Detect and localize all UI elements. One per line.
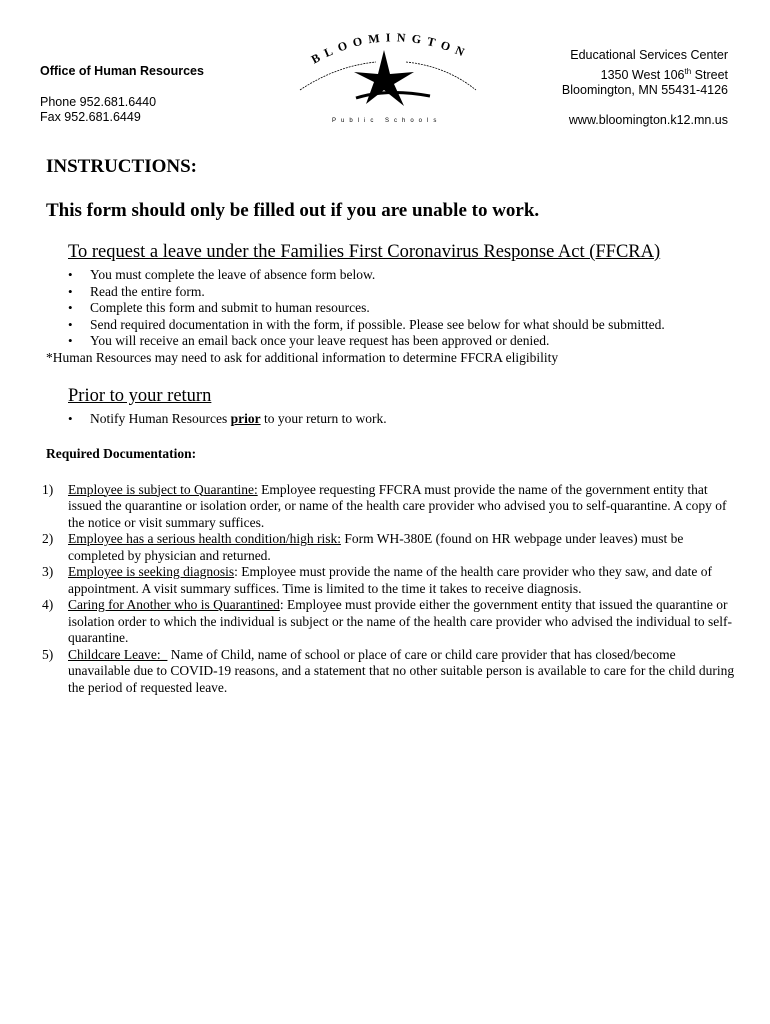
list-item: • Notify Human Resources prior to your return to work. (68, 411, 736, 428)
form-purpose-heading: This form should only be filled out if you are unable to work. (46, 200, 540, 221)
required-docs-list (42, 481, 736, 697)
list-item: • Complete this form and submit to human resources. (68, 300, 736, 317)
list-item: • Send required documentation in with the form, if possible. Please see below for what should be submitted. (68, 317, 736, 334)
list-item: • You will receive an email back once your leave request has been approved or denied. (68, 333, 736, 350)
return-bullet-list (68, 411, 736, 428)
phone-number: Phone 952.681.6440 (40, 95, 157, 109)
list-item: • You must complete the leave of absence form below. (68, 267, 736, 284)
eligibility-note: *Human Resources may need to ask for additional information to determine FFCRA eligibility (46, 349, 559, 365)
instructions-body (42, 156, 736, 696)
hr-contact-block (40, 64, 204, 125)
list-item: 4) Caring for Another who is Quarantined: Employee must provide either the government entity that issued the quarantine or isolation order to which the individual is subject or the name of the health care provider who advised the individual to self-quarantine. (42, 597, 732, 645)
list-item: • Read the entire form. (68, 284, 736, 301)
list-item: 3) Employee is seeking diagnosis: Employee must provide the name of the health care provider who they saw, and date of appointment. A visit summary suffices. Time is limited to the time it takes to receive diagnosis. (42, 564, 712, 596)
fax-number: Fax 952.681.6449 (40, 110, 141, 124)
instructions-heading: INSTRUCTIONS: (46, 156, 197, 177)
required-docs-title: Required Documentation: (46, 445, 197, 461)
logo-arc-text: BLOOMINGTON (308, 30, 473, 67)
list-item: 2) Employee has a serious health condition/high risk: Form WH-380E (found on HR webpage under leaves) must be completed by physician and returned. (42, 531, 684, 563)
street-address: 1350 West 106th Street (600, 66, 728, 82)
website-link[interactable]: www.bloomington.k12.mn.us (568, 112, 728, 127)
return-section-title: Prior to your return (68, 386, 212, 406)
office-name: Office of Human Resources (40, 64, 204, 78)
center-name: Educational Services Center (570, 48, 728, 62)
esc-address-block (562, 48, 728, 128)
city-zip: Bloomington, MN 55431-4126 (561, 83, 728, 98)
list-item: 1) Employee is subject to Quarantine: Employee requesting FFCRA must provide the name of the government entity that issued the quarantine or isolation order, or name of the health care provider who advised you to self-quarantine. A copy of the notice or visit summary suffices. (42, 481, 727, 530)
ffcra-bullet-list (68, 267, 736, 350)
list-item: 5) Childcare Leave:_ Name of Child, name of school or place of care or child care provider that has closed/become unavailable due to COVID-19 reasons, and a statement that no other suitable person is available to care for the child during the period of requested leave. (42, 646, 735, 695)
logo-sub-text: Public Schools (332, 118, 442, 124)
ffcra-section-title: To request a leave under the Families First Coronavirus Response Act (FFCRA) (68, 242, 661, 262)
bloomington-logo (296, 28, 482, 124)
